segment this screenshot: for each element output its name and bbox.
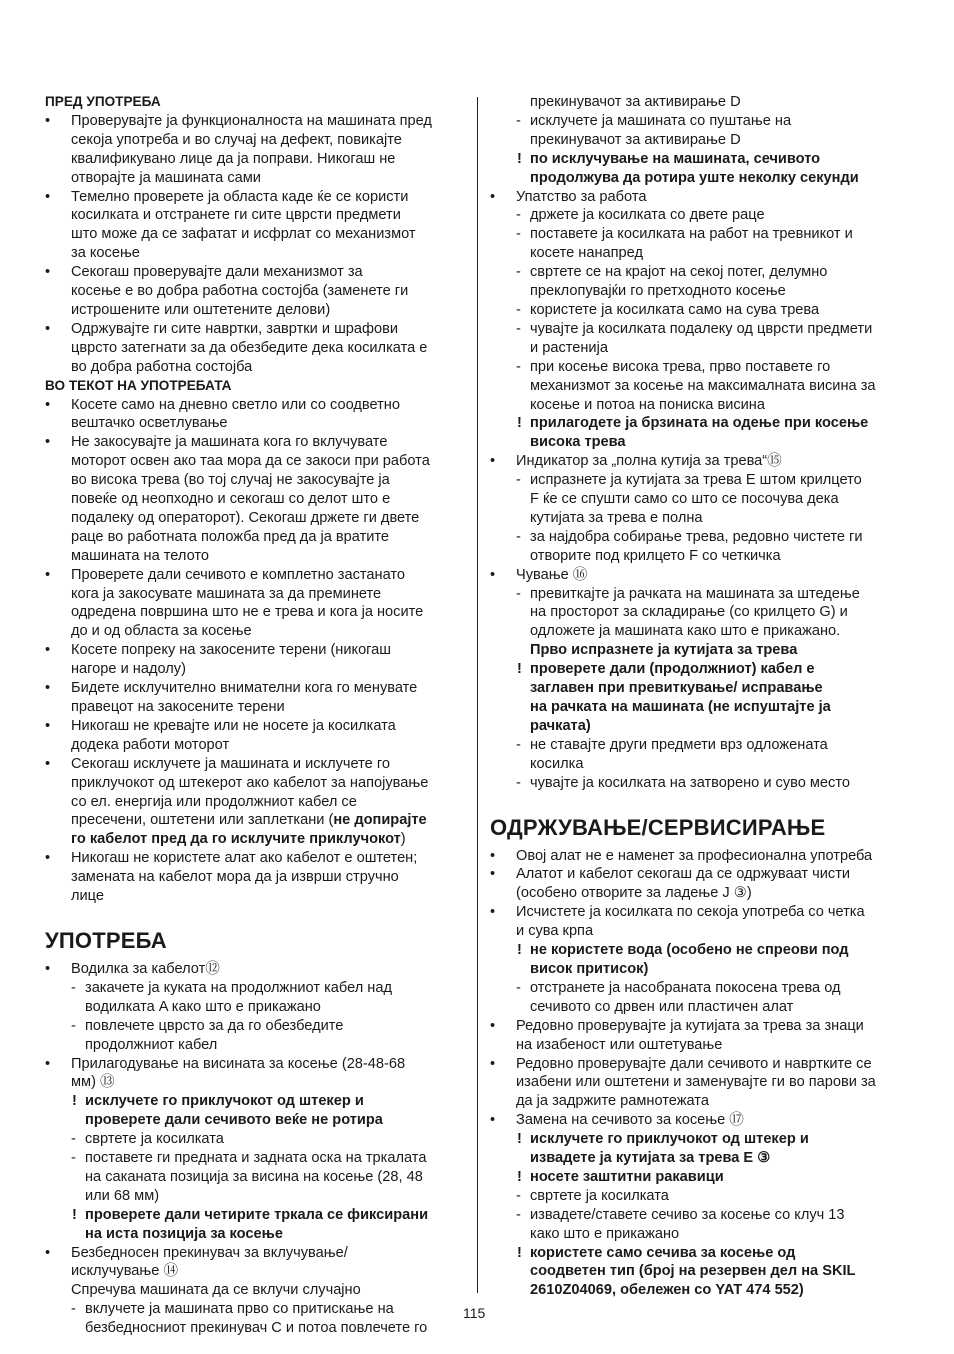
text-line: што може да се зафатат и исфрлат со механизмот (71, 226, 416, 243)
text-line: отворајте ја машината сами (71, 169, 261, 186)
text-line: • Прилагодување на висината за косење (28-48-68 (71, 1055, 406, 1072)
text-line: ! исклучете го приклучокот од штекер и (85, 1093, 364, 1110)
text-line: подалеку од операторот). Секогаш држете ги двете (71, 509, 420, 526)
section-heading: ОДРЖУВАЊЕ/СЕРВИСИРАЊЕ (490, 814, 826, 840)
dash-item (490, 736, 910, 774)
text-line: • Проверувајте ја функционалноста на машината пред (71, 112, 432, 129)
text-line: • Редовно проверувајте дали сечивото и навртките се (516, 1055, 872, 1072)
text-line: • Косете само на дневно светло или со соодветно (71, 396, 400, 413)
text-line: или 68 мм) (85, 1187, 160, 1204)
text-line: цврсто затегнати за да обезбедите дека косилката е (71, 339, 428, 356)
text-line: F ќе се спушти само со што се посочува дека (530, 491, 839, 508)
bullet-item (490, 1017, 910, 1055)
dash-item (490, 774, 910, 793)
dash-item (490, 320, 910, 358)
text-line: секоја употреба и во случај на дефект, повикајте (71, 131, 402, 148)
text-line: прекинувачот за активирање D (530, 94, 741, 110)
bold-note (490, 641, 910, 660)
text-line: истрошените или оштетените делови) (71, 301, 331, 318)
text-line: машината на телото (71, 547, 210, 564)
dash-item (490, 1206, 910, 1244)
subheading: ПРЕД УПОТРЕБА (45, 94, 161, 109)
text-line: • Одржувајте ги сите навртки, завртки и шрафови (71, 320, 399, 337)
text-line: продолжниот кабел (85, 1036, 218, 1053)
bullet-item (45, 717, 465, 755)
text-line: нагоре и надолу) (71, 661, 186, 678)
text-line: - поставете ги предната и задната оска на тркалата (85, 1150, 427, 1167)
text-line: до и од областа за косење (71, 623, 252, 640)
text-line (71, 811, 465, 830)
dash-item (45, 1130, 465, 1149)
text-line: • Овој алат не е наменет за професионална употреба (516, 847, 873, 864)
text-line: • Не закосувајте ја машината кога го вклучувате (71, 434, 388, 451)
text-line: ! користете само сечива за косење од (530, 1244, 796, 1261)
text-line: на изабеност или оштетување (516, 1036, 723, 1053)
bullet-item (45, 1244, 465, 1282)
text-line: за косење (71, 245, 140, 262)
text-line: • Никогаш не кревајте или не носете ја косилката (71, 717, 396, 734)
text-fragment: ) (400, 831, 406, 848)
bullet-item (490, 847, 910, 866)
bullet-item (490, 865, 910, 903)
dash-item (490, 263, 910, 301)
text-line: извадете ја кутијата за трева E ③ (530, 1150, 771, 1167)
warning-item (490, 1168, 910, 1187)
text-line: - не ставајте други предмети врз одложената (530, 736, 828, 753)
dash-item (45, 979, 465, 1017)
text-line: - поставете ја косилката на работ на тревникот и (530, 226, 853, 243)
text-line: и растенија (530, 339, 608, 356)
text-line: • Чување ⑯ (516, 566, 588, 583)
text-line: лице (71, 888, 104, 905)
text-line: • Замена на сечивото за косење ⑰ (516, 1112, 744, 1129)
bullet-item (490, 566, 910, 585)
text-line: косење е во добра работна состојба (заменете ги (71, 283, 409, 300)
text-line: правецот на закосените терени (71, 699, 285, 715)
dash-item (45, 1017, 465, 1055)
bullet-item (45, 396, 465, 434)
text-line: на рачката на машината (не испуштајте ја (530, 699, 831, 715)
warning-item (45, 1206, 465, 1244)
text-line: продолжува да ротира уште неколку секунди (530, 169, 859, 186)
text-line: • Алатот и кабелот секогаш да се одржуваат чисти (516, 866, 851, 883)
text-line: одложете ја машината како што е прикажано. (530, 623, 841, 640)
text-line: • Никогаш не користете алат ако кабелот е оштетен; (71, 850, 418, 867)
text-line: - користете ја косилката само на сува трева (530, 301, 820, 318)
text-line: - за најдобра собирање трева, редовно чистете ги (530, 528, 863, 545)
text-line: Спречува машината да се вклучи случајно (71, 1282, 361, 1299)
bullet-item (45, 112, 465, 188)
text-line: ! не користете вода (особено не спреови под (530, 942, 849, 959)
text-line: • Водилка за кабелот⑫ (71, 960, 220, 977)
text-line: - свртете ја косилката (85, 1131, 224, 1148)
column-divider (477, 97, 478, 1293)
text-line: • Бидете исклучително внимателни кога го менувате (71, 680, 418, 697)
text-line: безбедносниот прекинувач C и потоа повлечете го (85, 1320, 428, 1337)
text-line: • Секогаш проверувајте дали механизмот за (71, 264, 363, 281)
text-line: на иста позиција за косење (85, 1225, 283, 1242)
text-line: висок притисок) (530, 960, 649, 977)
text-line: проверете дали сечивото веќе не ротира (85, 1112, 383, 1129)
page-number: 115 (463, 1305, 486, 1321)
text-line: ! исклучете го приклучокот од штекер и (530, 1131, 809, 1148)
text-line: ! проверете дали четирите тркала се фиксирани (85, 1206, 429, 1223)
text-line: (особено отворите за ладење J ③) (516, 885, 752, 902)
text-line: висока трева (530, 434, 626, 451)
section-heading: УПОТРЕБА (45, 927, 167, 953)
dash-item (490, 585, 910, 642)
text-line: - извадете/ставете сечиво за косење со клуч 13 (530, 1206, 845, 1223)
text-line: мм) ⑬ (71, 1074, 115, 1091)
text-line: кога ја закосувате машината за да преминете (71, 585, 382, 602)
text-line: - чувајте ја косилката подалеку од цврсти предмети (530, 320, 873, 337)
text-line: во добра работна состојба (71, 358, 253, 375)
text-line: - отстранете ја насобраната покосена трева од (530, 979, 841, 996)
text-line: вештачко осветлување (71, 415, 228, 432)
text-line: ! по исклучување на машината, сечивото (530, 150, 821, 167)
bullet-item (490, 188, 910, 207)
text-line: и сува крпа (516, 923, 594, 940)
text-line (71, 830, 465, 849)
text-line: • Темелно проверете ја областа каде ќе се користи (71, 188, 409, 205)
text-line: изабени или оштетени и заменувајте ги во парови за (516, 1074, 876, 1091)
note-text (45, 1281, 465, 1300)
text-line: прекинувачот за активирање D (530, 131, 741, 148)
bullet-item (45, 320, 465, 377)
text-line: како што е прикажано (530, 1225, 680, 1242)
text-line: ! проверете дали (продолжниот) кабел е (530, 661, 815, 678)
dash-item (490, 301, 910, 320)
warning-item (490, 660, 910, 736)
bullet-item (490, 1055, 910, 1112)
text-line: замената на кабелот мора да ја изврши стручно (71, 869, 399, 886)
dash-item (490, 225, 910, 263)
text-line: • Упатство за работа (516, 188, 647, 205)
text-line: 2610Z04069, обележен со YAT 474 552) (530, 1282, 804, 1299)
bold-fragment: го кабелот пред да го исклучите приклучокот (71, 831, 401, 848)
text-line: исклучување ⑭ (71, 1263, 179, 1280)
bullet-item (45, 849, 465, 906)
bullet-item (45, 263, 465, 320)
dash-item (45, 1149, 465, 1206)
text-line: во висока трева (во тој случај не закосувајте ја (71, 472, 390, 489)
dash-item (490, 528, 910, 566)
text-line: - при косење висока трева, прво поставете го (530, 358, 831, 375)
text-line: • Секогаш исклучете ја машината и исклучете го (71, 755, 390, 772)
text-line: - држете ја косилката со двете раце (530, 207, 765, 224)
dash-item (490, 358, 910, 415)
text-line: - свртете ја косилката (530, 1187, 669, 1204)
text-line: Прво испразнете ја кутијата за трева (530, 642, 798, 659)
text-line: косилката и отстранете ги сите цврсти предмети (71, 207, 401, 224)
bullet-item (490, 452, 910, 471)
text-line: ! прилагодете ја брзината на одење при косење (530, 415, 869, 432)
text-line: - вклучете ја машината прво со притискање на (85, 1301, 394, 1318)
text-line: • Безбедносен прекинувач за вклучување/ (71, 1244, 348, 1261)
right-column (490, 93, 910, 1300)
text-fragment: пресечени, оштетени или заплеткани ( (71, 812, 334, 829)
text-line: повеќе од неопходно и секогаш со делот што е (71, 491, 391, 508)
warning-item (490, 1130, 910, 1168)
text-line: • Редовно проверувајте ја кутијата за трева за знаци (516, 1017, 864, 1034)
text-line: - превиткајте ја рачката на машината за штедење (530, 585, 860, 602)
dash-item (490, 112, 910, 150)
dash-item (490, 1187, 910, 1206)
bullet-item (490, 1111, 910, 1130)
bullet-item (45, 188, 465, 264)
text-line: - закачете ја куката на продолжниот кабел над (85, 979, 392, 996)
text-line: заглавен при превиткување/ исправање (530, 680, 823, 697)
dash-item (45, 1300, 465, 1338)
subheading: ВО ТЕКОТ НА УПОТРЕБАТА (45, 377, 232, 393)
warning-item (490, 414, 910, 452)
text-line: - свртете се на крајот на секој потег, делумно (530, 264, 828, 281)
text-line: раце во работната положба пред да ја вратите (71, 528, 390, 545)
dash-item (490, 979, 910, 1017)
warning-item (45, 1092, 465, 1130)
bullet-item (45, 1055, 465, 1093)
text-line: косилка (530, 755, 584, 772)
dash-item (490, 206, 910, 225)
text-line: со ел. енергија или продолжниот кабел се (71, 793, 357, 810)
text-line: отворите под крилцето F со четкичка (530, 547, 781, 564)
text-line: • Косете попреку на закосените терени (никогаш (71, 642, 392, 659)
bullet-item (45, 755, 465, 850)
warning-item (490, 150, 910, 188)
text-line: косење и потоа на пониска висина (530, 396, 765, 413)
text-line: на просторот за складирање (со крилцето G) и (530, 604, 848, 621)
text-line: сечивото со дрвен или пластичен алат (530, 998, 794, 1015)
text-line: кутијата за трева е полна (530, 509, 703, 526)
text-line: • Проверете дали сечивото е комплетно застанато (71, 566, 406, 583)
text-line: соодветен тип (број на резервен дел на SKIL (530, 1263, 856, 1280)
left-column (45, 93, 465, 1338)
text-line: додека работи моторот (71, 736, 230, 753)
text-line: рачката) (530, 717, 591, 734)
text-line: да ја задржите рамнотежата (516, 1093, 709, 1110)
text-line: - повлечете цврсто за да го обезбедите (85, 1017, 344, 1034)
text-line: преклопувајќи го претходното косење (530, 283, 786, 300)
text-line: • Исчистете ја косилката по секоја употреба со четка (516, 904, 865, 921)
text-line: на саканата позиција за висина на косење (28, 48 (85, 1168, 423, 1185)
text-line: механизмот за косење на максималната висина за (530, 377, 876, 394)
text-line: одредена површина што не е трева и кога ја носите (71, 604, 424, 621)
bullet-item (490, 903, 910, 941)
continuation-text (490, 93, 910, 112)
dash-item (490, 471, 910, 528)
bullet-item (45, 433, 465, 565)
text-line: косете нанапред (530, 245, 643, 262)
bullet-item (45, 960, 465, 979)
text-line: моторот освен ако таа мора да се закоси при работа (71, 453, 430, 470)
bullet-item (45, 641, 465, 679)
text-line: - исклучете ја машината со пуштање на (530, 112, 792, 129)
bold-fragment: не допирајте (333, 812, 427, 829)
text-line: квалификувано лице да ја поправи. Никогаш не (71, 150, 396, 167)
text-line: ! носете заштитни ракавици (530, 1168, 724, 1185)
bullet-item (45, 566, 465, 642)
text-line: приклучокот од штекерот ако кабелот за напојување (71, 774, 429, 791)
bullet-item (45, 679, 465, 717)
warning-item (490, 941, 910, 979)
text-line: водилката A како што е прикажано (85, 998, 321, 1015)
text-line: - испразнете ја кутијата за трева E штом крилцето (530, 472, 862, 489)
warning-item (490, 1244, 910, 1301)
text-line: - чувајте ја косилката на затворено и суво место (530, 774, 850, 791)
text-line: • Индикатор за „полна кутија за трева“⑮ (516, 453, 782, 470)
